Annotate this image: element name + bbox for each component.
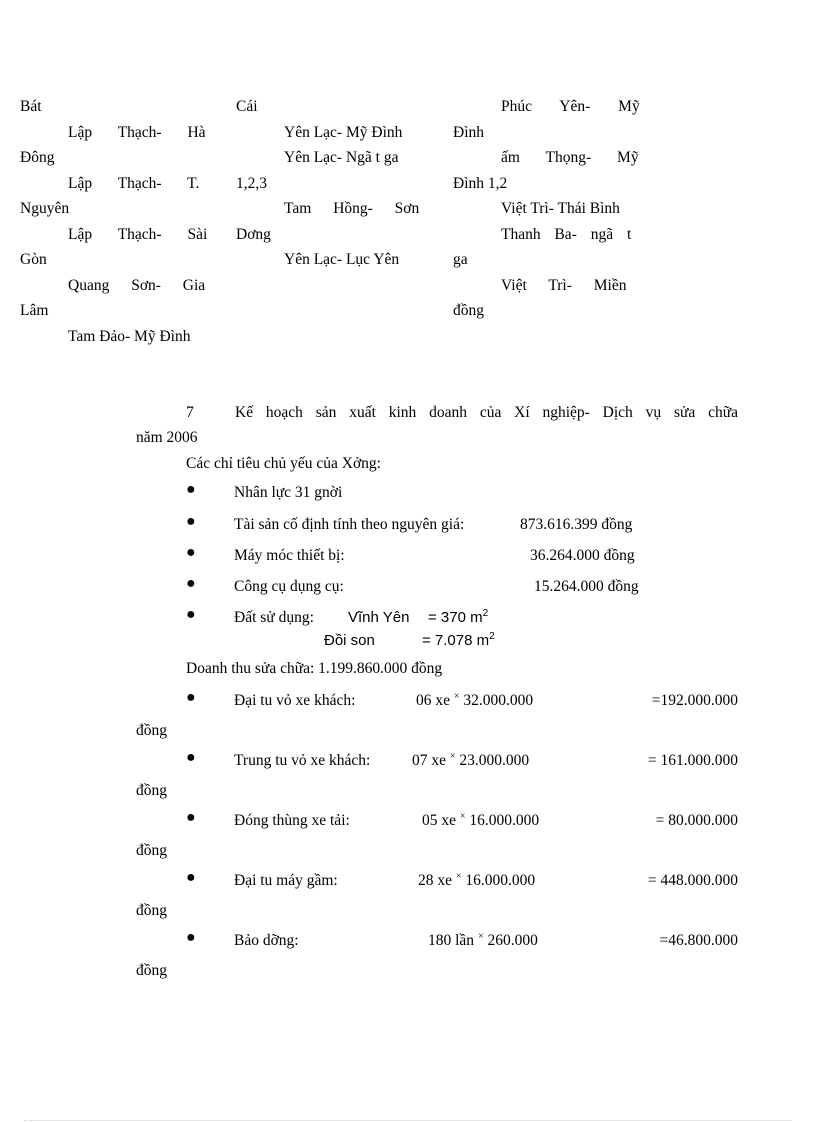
revenue-qty	[418, 872, 535, 890]
route-line: Lâm	[20, 302, 49, 319]
indicator-value: 873.616.399 đồng	[520, 516, 633, 533]
bullet-icon: ●	[186, 869, 196, 886]
bullet-icon: ●	[186, 513, 196, 530]
revenue-qty	[416, 692, 533, 710]
bullet-icon: ●	[186, 749, 196, 766]
route-column-1	[20, 94, 222, 349]
route-line-text: Quang Sơn- Gia	[68, 276, 206, 294]
qty-text: 06 xe	[416, 692, 451, 709]
route-line	[453, 145, 657, 171]
land-value-1	[428, 609, 488, 626]
bullet-icon: ●	[186, 929, 196, 946]
route-line: Yên Lạc- Mỹ Đình	[284, 123, 403, 141]
route-line: Yên Lạc- Ngã t ga	[284, 149, 399, 166]
revenue-unit: đồng	[136, 962, 167, 979]
route-line	[453, 94, 657, 120]
indicator-value: 36.264.000 đồng	[530, 547, 635, 564]
section-title-continued: năm 2006	[136, 429, 198, 446]
revenue-total: =192.000.000	[651, 692, 738, 709]
revenue-unit: đồng	[136, 902, 167, 919]
route-line	[20, 273, 222, 299]
indicator-label: Tài sản cố định tính theo nguyên giá:	[234, 516, 465, 533]
route-line-text: Lập Thạch- Sài	[68, 225, 208, 243]
revenue-heading: Doanh thu sửa chữa: 1.199.860.000 đồng	[186, 660, 443, 677]
indicator-label: Công cụ dụng cụ:	[234, 578, 344, 595]
land-value-2-text: = 7.078 m	[422, 632, 490, 649]
revenue-qty	[422, 812, 539, 830]
route-line-text: Tam Hồng- Sơn	[284, 200, 420, 217]
route-line: Đình	[453, 123, 484, 141]
land-location-2: Đồi son	[324, 632, 375, 649]
route-line: Việt Trì- Thái Bình	[501, 200, 620, 217]
route-line	[453, 273, 657, 299]
price-text: 260.000	[487, 932, 538, 949]
route-column-2	[236, 94, 440, 273]
revenue-total: =46.800.000	[659, 932, 738, 949]
qty-text: 07 xe	[412, 752, 447, 769]
indicator-value: 15.264.000 đồng	[534, 578, 639, 595]
route-line: đồng	[453, 302, 484, 319]
revenue-total: = 80.000.000	[655, 812, 738, 829]
exponent: 2	[482, 608, 489, 619]
revenue-qty	[428, 932, 538, 950]
bullet-icon: ●	[186, 575, 196, 592]
section-number: 7	[186, 404, 194, 421]
bullet-icon: ●	[186, 809, 196, 826]
route-line-text: Phúc Yên- Mỹ	[501, 98, 640, 115]
price-text: 16.000.000	[465, 872, 536, 889]
revenue-row	[136, 869, 738, 932]
route-line: Đình 1,2	[453, 174, 508, 192]
bullet-icon: ●	[186, 544, 196, 561]
section-title: Kế hoạch sản xuất kinh doanh của Xí nghiệp- Dịch vụ sửa chữa	[235, 404, 738, 421]
price-text: 32.000.000	[463, 692, 534, 709]
qty-text: 180 lần	[428, 932, 475, 949]
revenue-unit: đồng	[136, 842, 167, 859]
revenue-label: Trung tu vỏ xe khách:	[234, 752, 371, 769]
route-line: Dơng	[236, 225, 271, 243]
indicators-heading: Các chỉ tiêu chủ yếu của Xởng:	[186, 455, 381, 472]
times-icon: ×	[453, 690, 460, 702]
route-line: Tam Đảo- Mỹ Đình	[68, 327, 191, 345]
revenue-row	[136, 809, 738, 872]
price-text: 23.000.000	[459, 752, 530, 769]
qty-text: 28 xe	[418, 872, 453, 889]
revenue-row	[136, 929, 738, 992]
route-line-text: Việt Trì- Miền	[501, 276, 627, 294]
times-icon: ×	[449, 750, 456, 762]
bullet-icon: ●	[186, 606, 196, 623]
revenue-unit: đồng	[136, 782, 167, 799]
revenue-label: Đại tu vỏ xe khách:	[234, 692, 356, 709]
revenue-row	[136, 689, 738, 752]
route-line: Bát	[20, 98, 42, 115]
route-line	[20, 171, 222, 197]
route-line-text: Lập Thạch- T.	[68, 174, 200, 192]
land-location-1: Vĩnh Yên	[348, 609, 410, 626]
revenue-unit: đồng	[136, 722, 167, 739]
route-line-text: ấm Thọng- Mỹ	[501, 149, 639, 166]
route-column-3	[453, 94, 657, 324]
route-line	[20, 120, 222, 146]
price-text: 16.000.000	[469, 812, 540, 829]
times-icon: ×	[477, 930, 484, 942]
route-line	[20, 222, 222, 248]
qty-text: 05 xe	[422, 812, 457, 829]
section-heading	[136, 400, 738, 476]
land-value-2	[422, 632, 495, 649]
revenue-total: = 448.000.000	[647, 872, 738, 889]
route-line: Cái	[236, 98, 258, 115]
route-line: 1,2,3	[236, 174, 267, 192]
revenue-qty	[412, 752, 529, 770]
indicator-label: Nhân lực 31 gnời	[234, 484, 343, 501]
revenue-total: = 161.000.000	[647, 752, 738, 769]
land-value-1-text: = 370 m	[428, 609, 483, 626]
revenue-label: Bảo dỡng:	[234, 932, 299, 949]
revenue-label: Đại tu máy gầm:	[234, 872, 338, 889]
route-line: ga	[453, 251, 468, 268]
revenue-row	[136, 749, 738, 812]
route-line-text: Thanh Ba- ngã t	[501, 225, 632, 243]
route-line	[453, 222, 657, 248]
route-line: Gòn	[20, 251, 47, 268]
page-bottom-divider	[24, 1120, 792, 1121]
route-line: Nguyên	[20, 200, 70, 217]
bullet-icon: ●	[186, 481, 196, 498]
route-line: Yên Lạc- Lục Yên	[284, 251, 400, 268]
times-icon: ×	[455, 870, 462, 882]
exponent: 2	[489, 631, 495, 642]
route-line-text: Lập Thạch- Hà	[68, 123, 206, 141]
indicator-label: Máy móc thiết bị:	[234, 547, 345, 564]
bullet-icon: ●	[186, 689, 196, 706]
revenue-label: Đóng thùng xe tải:	[234, 812, 350, 829]
route-line: Đông	[20, 149, 55, 166]
route-line	[236, 196, 440, 222]
land-label: Đất sử dụng:	[234, 609, 314, 626]
times-icon: ×	[459, 810, 466, 822]
